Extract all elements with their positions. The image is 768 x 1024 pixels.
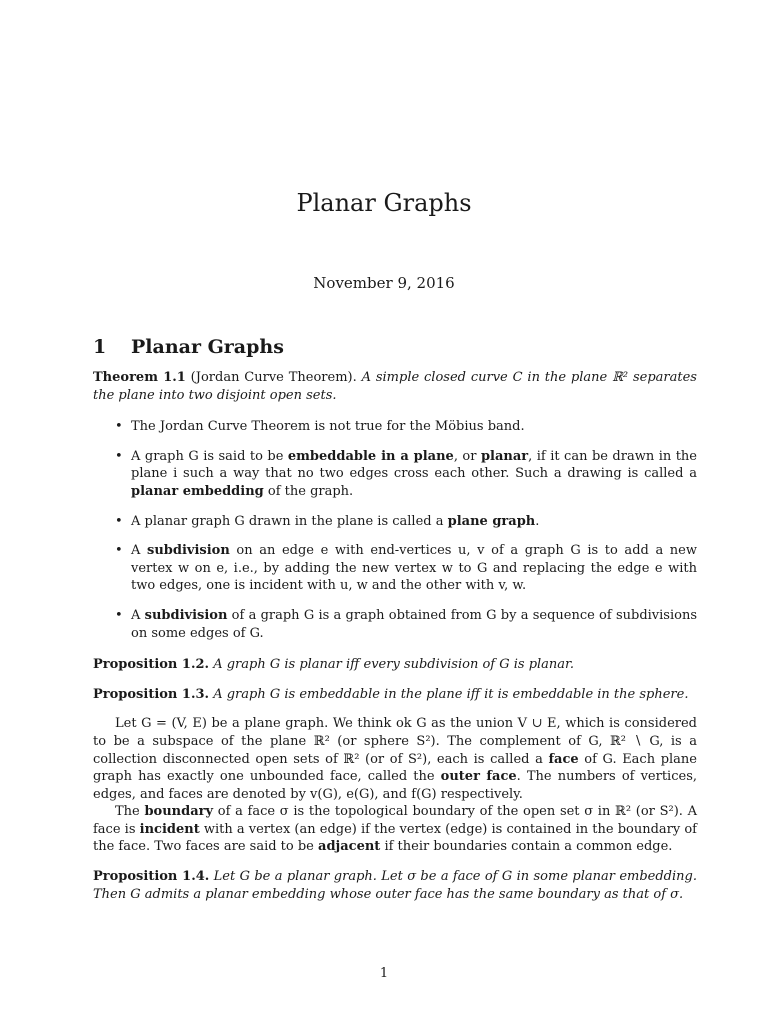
bold-term: subdivision: [147, 543, 230, 559]
text-run: of a graph G is a graph obtained from G by a sequence of subdivisions on some edges of G.: [131, 607, 698, 641]
text-run: The: [115, 804, 145, 820]
proposition-1-3: [93, 686, 697, 704]
section-heading: [93, 333, 703, 361]
proposition-1-4: [93, 868, 697, 903]
document-date: November 9, 2016: [313, 274, 455, 292]
text-run: , or: [453, 448, 481, 464]
section-number: 1: [93, 336, 107, 358]
text-run: Let G = (V, E) be a plane graph. We think ok G as the union V ∪ E, which is considered to be a subspace of the plane ℝ² (or sphere S²). The complement of G, ℝ² ∖ G, is a collection disconnected open sets of ℝ² (or of S²), each is called a: [93, 716, 697, 767]
text-run: A planar graph G drawn in the plane is called a: [131, 513, 448, 529]
bold-term: adjacent: [318, 839, 381, 855]
bold-term: subdivision: [144, 607, 228, 623]
bullet-item: [93, 418, 697, 436]
bold-term: embeddable in a plane: [287, 448, 454, 464]
bold-term: boundary: [144, 804, 214, 820]
bullet-item: [93, 542, 697, 595]
text-run: if their boundaries contain a common edge.: [380, 839, 673, 855]
bullet-list: [93, 418, 697, 642]
proposition-statement: Let G be a planar graph. Let σ be a face of G in some planar embedding. Then G admits a planar embedding whose outer face has the same boundary as that of σ.: [93, 869, 697, 902]
bullet-item: [93, 448, 697, 501]
text-run: A graph G is said to be: [131, 448, 288, 464]
text-run: with a vertex (an edge) if the vertex (edge) is contained in the boundary of the face. Two faces are said to be: [93, 821, 697, 855]
theorem-name: (Jordan Curve Theorem).: [190, 370, 357, 385]
bold-term: planar embedding: [131, 483, 264, 499]
bullet-item: [93, 513, 697, 531]
text-run: of the graph.: [263, 483, 354, 499]
text-run: A: [131, 607, 145, 623]
text-run: A: [131, 543, 148, 559]
text-run: , if it can be drawn in the plane i such a way that no two edges cross each other. Such a drawing is called a: [131, 448, 697, 482]
bold-term: incident: [139, 821, 200, 837]
body-paragraph: [93, 803, 697, 856]
bold-term: planar: [480, 448, 529, 464]
theorem-statement: A simple closed curve C in the plane ℝ² separates the plane into two disjoint open sets.: [93, 370, 697, 403]
text-run: . The numbers of vertices, edges, and faces are denoted by v(G), e(G), and f(G) respectively.: [93, 769, 697, 802]
bold-term: face: [548, 751, 579, 767]
section-title: Planar Graphs: [131, 336, 284, 358]
proposition-statement: A graph G is planar iff every subdivision of G is planar.: [213, 657, 574, 673]
text-run: of a face σ is the topological boundary of the open set σ in ℝ² (or S²). A face is: [93, 804, 697, 837]
bullet-item: [93, 607, 697, 642]
proposition-label: Proposition 1.3.: [93, 686, 210, 702]
proposition-label: Proposition 1.4.: [93, 869, 210, 885]
theorem-label: Theorem 1.1: [93, 370, 186, 385]
text-run: .: [535, 513, 540, 529]
bold-term: plane graph: [447, 513, 536, 529]
document-body: [93, 369, 697, 915]
proposition-label: Proposition 1.2.: [93, 657, 210, 673]
text-run: on an edge e with end-vertices u, v of a graph G is to add a new vertex w on e, i.e., by adding the new vertex w to G and replacing the edge e with two edges, one is incident with u, w and the other with v, w.: [131, 543, 697, 594]
theorem-1-1: [93, 369, 697, 404]
body-paragraph: [93, 715, 697, 803]
text-run: The Jordan Curve Theorem is not true for the Möbius band.: [131, 419, 525, 435]
document-title: Planar Graphs: [296, 189, 472, 217]
proposition-1-2: [93, 656, 697, 674]
text-run: of G. Each plane graph has exactly one unbounded face, called the: [93, 751, 698, 785]
bold-term: outer face: [440, 769, 517, 785]
proposition-statement: A graph G is embeddable in the plane iff it is embeddable in the sphere.: [213, 686, 689, 702]
page-number: 1: [379, 966, 389, 981]
